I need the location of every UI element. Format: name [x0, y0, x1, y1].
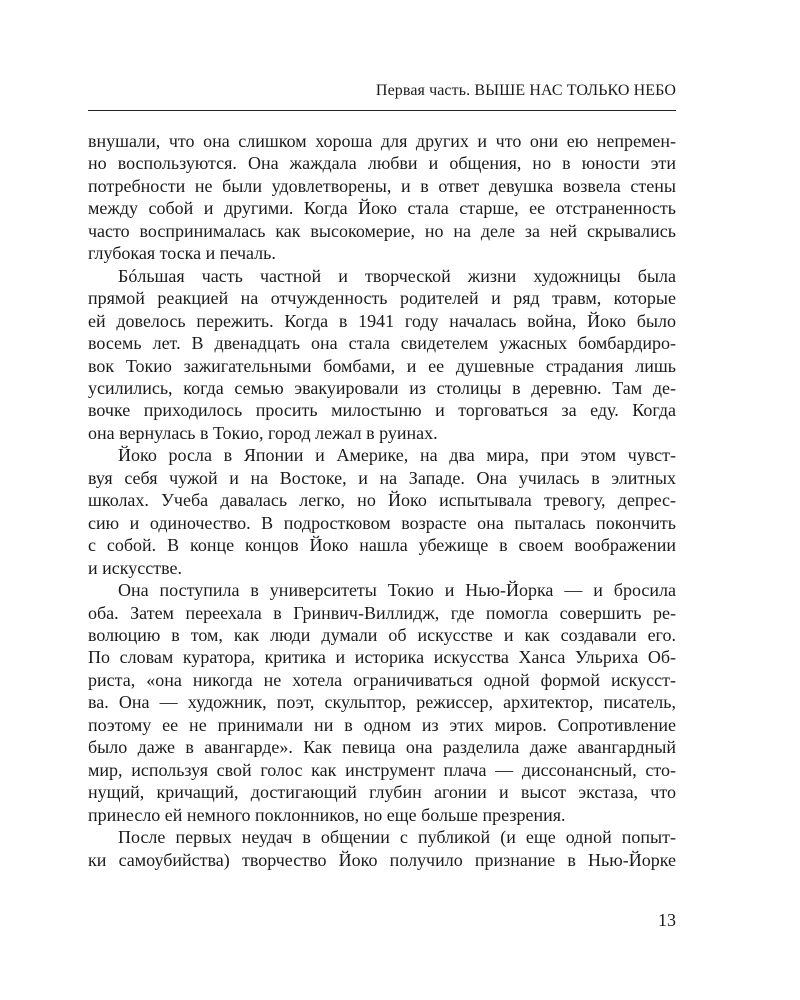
text-line: По словам куратора, критика и историка искусства Ханса Ульриха Об- [88, 647, 676, 668]
text-line: потребности не были удовлетворены, и в ответ девушка возвела стены [88, 175, 676, 196]
text-line: с собой. В конце концов Йоко нашла убежище в своем воображении [88, 535, 676, 556]
text-line: Йоко росла в Японии и Америке, на два мира, при этом чувст- [118, 445, 676, 466]
text-line: внушали, что она слишком хороша для других и что они ею непремен- [88, 131, 676, 151]
text-line: мир, используя свой голос как инструмент плача — диссонансный, сто- [88, 759, 676, 780]
body-paragraph [88, 826, 676, 871]
text-line: Она поступила в университеты Токио и Нью-Йорка — и бросила [118, 580, 676, 601]
body-paragraph [88, 444, 676, 579]
header-divider [88, 110, 676, 111]
text-line: и искусстве. [88, 557, 182, 578]
text-line: вуя себя чужой и на Востоке, и на Западе. Она училась в элитных [88, 467, 676, 488]
page-number: 13 [658, 910, 676, 930]
text-line: усилились, когда семью эвакуировали из столицы в деревню. Там де- [88, 377, 676, 398]
text-line: но воспользуются. Она жаждала любви и общения, но в юности эти [88, 153, 676, 174]
page-body-text [88, 130, 676, 871]
text-line: После первых неудач в общении с публикой (и еще одной попыт- [118, 827, 676, 848]
text-line: сию и одиночество. В подростковом возрасте она пыталась покончить [88, 512, 676, 533]
text-line: восемь лет. В двенадцать она стала свидетелем ужасных бомбардиро- [88, 333, 676, 354]
body-paragraph [88, 130, 676, 265]
text-line: вок Токио зажигательными бомбами, и ее душевные страдания лишь [88, 355, 676, 376]
text-line: волюцию в том, как люди думали об искусстве и как создавали его. [88, 624, 676, 645]
text-line: ва. Она — художник, поэт, скульптор, режиссер, архитектор, писатель, [88, 692, 676, 713]
text-line: поэтому ее не принимали ни в одном из этих миров. Сопротивление [88, 714, 676, 735]
text-line: вочке приходилось просить милостыню и торговаться за еду. Когда [88, 400, 676, 421]
text-line: ей довелось пережить. Когда в 1941 году началась война, Йоко было [88, 310, 676, 331]
text-line: школах. Учеба давалась легко, но Йоко испытывала тревогу, депрес- [88, 490, 676, 511]
text-line: оба. Затем переехала в Гринвич-Виллидж, где помогла совершить ре- [88, 602, 676, 623]
text-line: глубокая тоска и печаль. [88, 243, 276, 264]
text-line: между собой и другими. Когда Йоко стала старше, ее отстраненность [88, 198, 676, 219]
text-line: она вернулась в Токио, город лежал в руинах. [88, 422, 438, 443]
body-paragraph [88, 579, 676, 826]
running-header: Первая часть. ВЫШЕ НАС ТОЛЬКО НЕБО [375, 82, 676, 99]
text-line: принесло ей немного поклонников, но еще больше презрения. [88, 804, 566, 825]
text-line: нущий, кричащий, достигающий глубин агонии и высот экстаза, что [88, 782, 676, 803]
text-line: Бóльшая часть частной и творческой жизни художницы была [118, 265, 676, 286]
body-paragraph [88, 265, 676, 445]
text-line: риста, «она никогда не хотела ограничиваться одной формой искусст- [88, 669, 676, 690]
text-line: часто воспринималась как высокомерие, но на деле за ней скрывались [88, 220, 676, 241]
text-line: ки самоубийства) творчество Йоко получило признание в Нью-Йорке [88, 849, 676, 870]
text-line: прямой реакцией на отчужденность родителей и ряд травм, которые [88, 288, 676, 309]
text-line: было даже в авангарде». Как певица она разделила даже авангардный [88, 737, 676, 758]
